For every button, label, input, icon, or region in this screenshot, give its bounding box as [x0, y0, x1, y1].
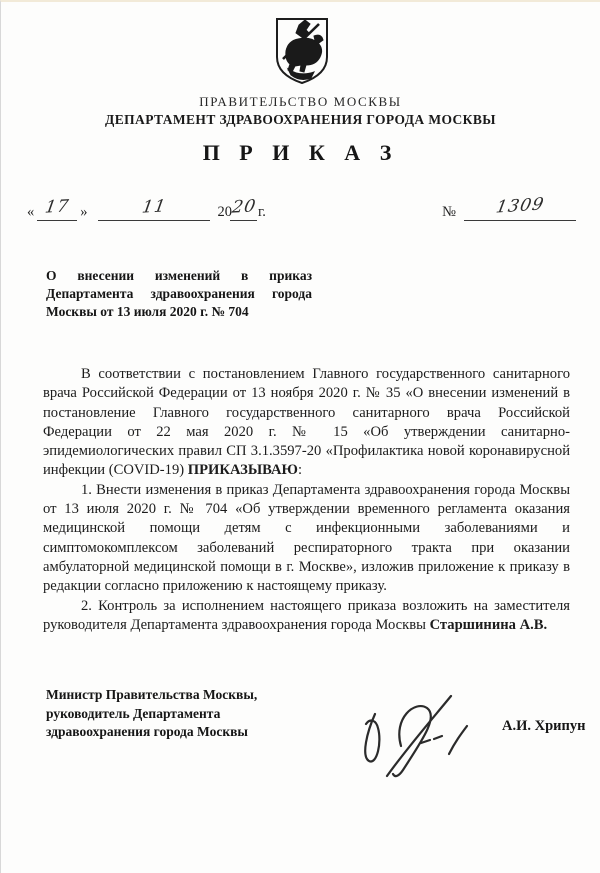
signer-name: А.И. Хрипун [502, 718, 586, 734]
signatory-title-line: руководитель Департамента [46, 705, 221, 721]
handwritten-year: 20 [230, 196, 258, 218]
item2-text: 2. Контроль за исполнением настоящего приказа возложить на заместителя руководителя Департамента здравоохранения города Москвы [43, 597, 570, 633]
order-item-1: 1. Внести изменения в приказ Департамента здравоохранения города Москвы от 13 июля 2020 г. № 704 «Об утверждении временного регламента оказания медицинской помощи детям с инфекционными заболеваниями и симптомокомплексом заболеваний респираторного тракта при оказании амбулаторной медицинской помощи в г. Москве», изложив приложение к приказу в редакции согласно приложению к настоящему приказу. [43, 481, 570, 595]
day-field [37, 198, 77, 221]
handwritten-number: 1309 [494, 194, 547, 218]
year-field [230, 198, 257, 221]
order-subject [46, 267, 312, 321]
subject-line: Москвы от 13 июля 2020 г. № 704 [46, 304, 249, 319]
date-and-number-row [27, 194, 576, 221]
subject-line: Департамента здравоохранения города [46, 286, 312, 301]
moscow-coat-of-arms-icon [274, 17, 330, 85]
signatory-title-line: здравоохранения города Москвы [46, 724, 248, 739]
signatory-title [46, 686, 316, 742]
number-label: № [442, 204, 456, 220]
date-group [27, 198, 266, 221]
number-field [464, 194, 576, 221]
signatory-title-line: Министр Правительства Москвы, [46, 687, 258, 702]
prikazyvayu-keyword: ПРИКАЗЫВАЮ [187, 462, 298, 479]
preamble-text: В соответствии с постановлением Главного государственного санитарного врача Российской Федерации от 13 ноября 2020 г. № 35 «О внесении изменений в постановление Главного государственного санитарного врача Российской Федерации от 22 мая 2020 г. № 15 «Об утверждении санитарно-эпидемиологических правил СП 3.1.3597-20 «Профилактика новой коронавирусной инфекции (COVID-19) [43, 366, 570, 479]
order-body [43, 365, 570, 635]
close-quote: » [80, 204, 88, 220]
responsible-person-name: Старшинина А.В. [429, 616, 548, 633]
handwritten-month: 11 [140, 196, 168, 218]
order-item-2 [43, 597, 570, 636]
month-field [98, 198, 210, 221]
subject-line: О внесении изменений в приказ [46, 268, 312, 283]
government-name: ПРАВИТЕЛЬСТВО МОСКВЫ [199, 94, 402, 109]
year-prefix: 20 [217, 204, 232, 220]
preamble-paragraph [43, 365, 570, 481]
year-suffix: г. [258, 204, 266, 220]
department-name: ДЕПАРТАМЕНТ ЗДРАВООХРАНЕНИЯ ГОРОДА МОСКВЫ [105, 112, 496, 127]
document-type-title: П Р И К А З [202, 140, 399, 165]
handwritten-day: 17 [44, 196, 72, 218]
open-quote: « [27, 204, 35, 220]
preamble-colon: : [297, 462, 303, 479]
number-group [442, 194, 576, 221]
handwritten-signature [357, 690, 473, 782]
